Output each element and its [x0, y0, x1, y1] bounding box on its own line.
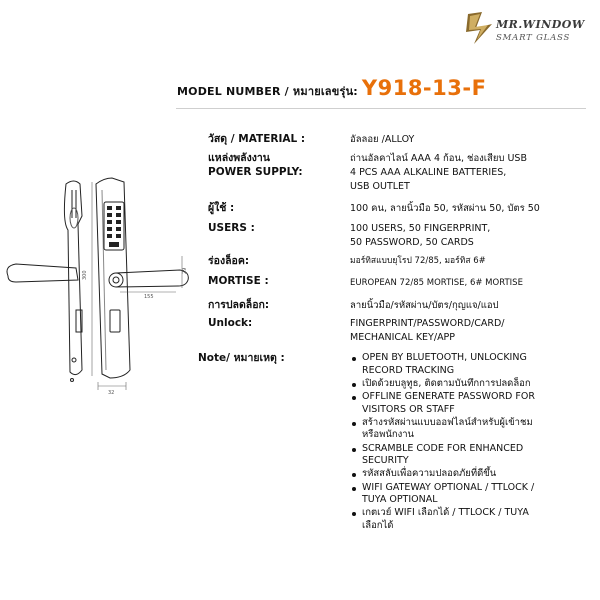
unlock-label-th: การปลดล็อก:: [208, 299, 270, 311]
dim-handle-label: 155: [144, 294, 154, 300]
model-number-value: Y918-13-F: [361, 76, 487, 100]
logo-line-2: SMART GLASS: [496, 33, 571, 43]
dim-bottom-label: 32: [108, 390, 115, 396]
header-divider: [176, 108, 586, 109]
unlock-value-en-line-1: FINGERPRINT/PASSWORD/CARD/: [350, 318, 505, 329]
power-value-line-3: USB OUTLET: [350, 181, 410, 192]
mortise-label-th: ร่องล็อค:: [208, 255, 250, 267]
dim-height-label: 300: [82, 270, 88, 280]
notes-list: [350, 352, 590, 533]
power-label-th: แหล่งพลังงาน: [208, 152, 270, 164]
unlock-label-en: Unlock:: [208, 317, 253, 329]
note-item: สร้างรหัสผ่านแบบออฟไลน์สำหรับผู้เข้าชม หรือพนักงาน: [350, 417, 590, 442]
mortise-value-th: มอร์ทิสแบบยุโรป 72/85, มอร์ทิส 6#: [350, 256, 486, 266]
material-label: วัสดุ / MATERIAL :: [208, 133, 306, 145]
users-value-th: 100 คน, ลายนิ้วมือ 50, รหัสผ่าน 50, บัตร 50: [350, 203, 540, 214]
power-value-line-2: 4 PCS AAA ALKALINE BATTERIES,: [350, 167, 507, 178]
note-item: WIFI GATEWAY OPTIONAL / TTLOCK / TUYA OPTIONAL: [350, 482, 590, 507]
unlock-value-en-line-2: MECHANICAL KEY/APP: [350, 332, 456, 343]
lock-technical-drawing: [0, 160, 200, 400]
power-label-en: POWER SUPPLY:: [208, 166, 303, 178]
note-item: OPEN BY BLUETOOTH, UNLOCKING RECORD TRACKING: [350, 352, 590, 377]
model-number-row: [177, 76, 486, 106]
mortise-label-en: MORTISE :: [208, 275, 269, 287]
note-item: SCRAMBLE CODE FOR ENHANCED SECURITY: [350, 443, 590, 468]
note-label: Note/ หมายเหตุ :: [198, 352, 285, 364]
note-item: เกตเวย์ WIFI เลือกได้ / TTLOCK / TUYA เลือกได้: [350, 507, 590, 532]
users-value-en-line-2: 50 PASSWORD, 50 CARDS: [350, 237, 474, 248]
logo-line-1: MR.WINDOW: [496, 18, 585, 31]
dim-side-label: 29: [182, 267, 188, 274]
users-label-th: ผู้ใช้ :: [208, 202, 235, 214]
material-value: อัลลอย /ALLOY: [350, 134, 415, 145]
note-item: เปิดด้วยบลูทูธ, ติดตามบันทึกการปลดล็อก: [350, 378, 590, 391]
users-value-en-line-1: 100 USERS, 50 FINGERPRINT,: [350, 223, 491, 234]
note-item: OFFLINE GENERATE PASSWORD FOR VISITORS OR STAFF: [350, 391, 590, 416]
note-item: รหัสสลับเพื่อความปลอดภัยที่ดีขึ้น: [350, 468, 590, 481]
users-label-en: USERS :: [208, 222, 255, 234]
mortise-value-en: EUROPEAN 72/85 MORTISE, 6# MORTISE: [350, 278, 523, 288]
brand-logo: [464, 8, 596, 48]
unlock-value-th: ลายนิ้วมือ/รหัสผ่าน/บัตร/กุญแจ/แอป: [350, 300, 499, 311]
model-number-label: MODEL NUMBER / หมายเลขรุ่น:: [177, 85, 358, 98]
power-value-line-1: ถ่านอัลคาไลน์ AAA 4 ก้อน, ช่องเสียบ USB: [350, 153, 527, 164]
logo-mark-icon: [464, 10, 498, 46]
